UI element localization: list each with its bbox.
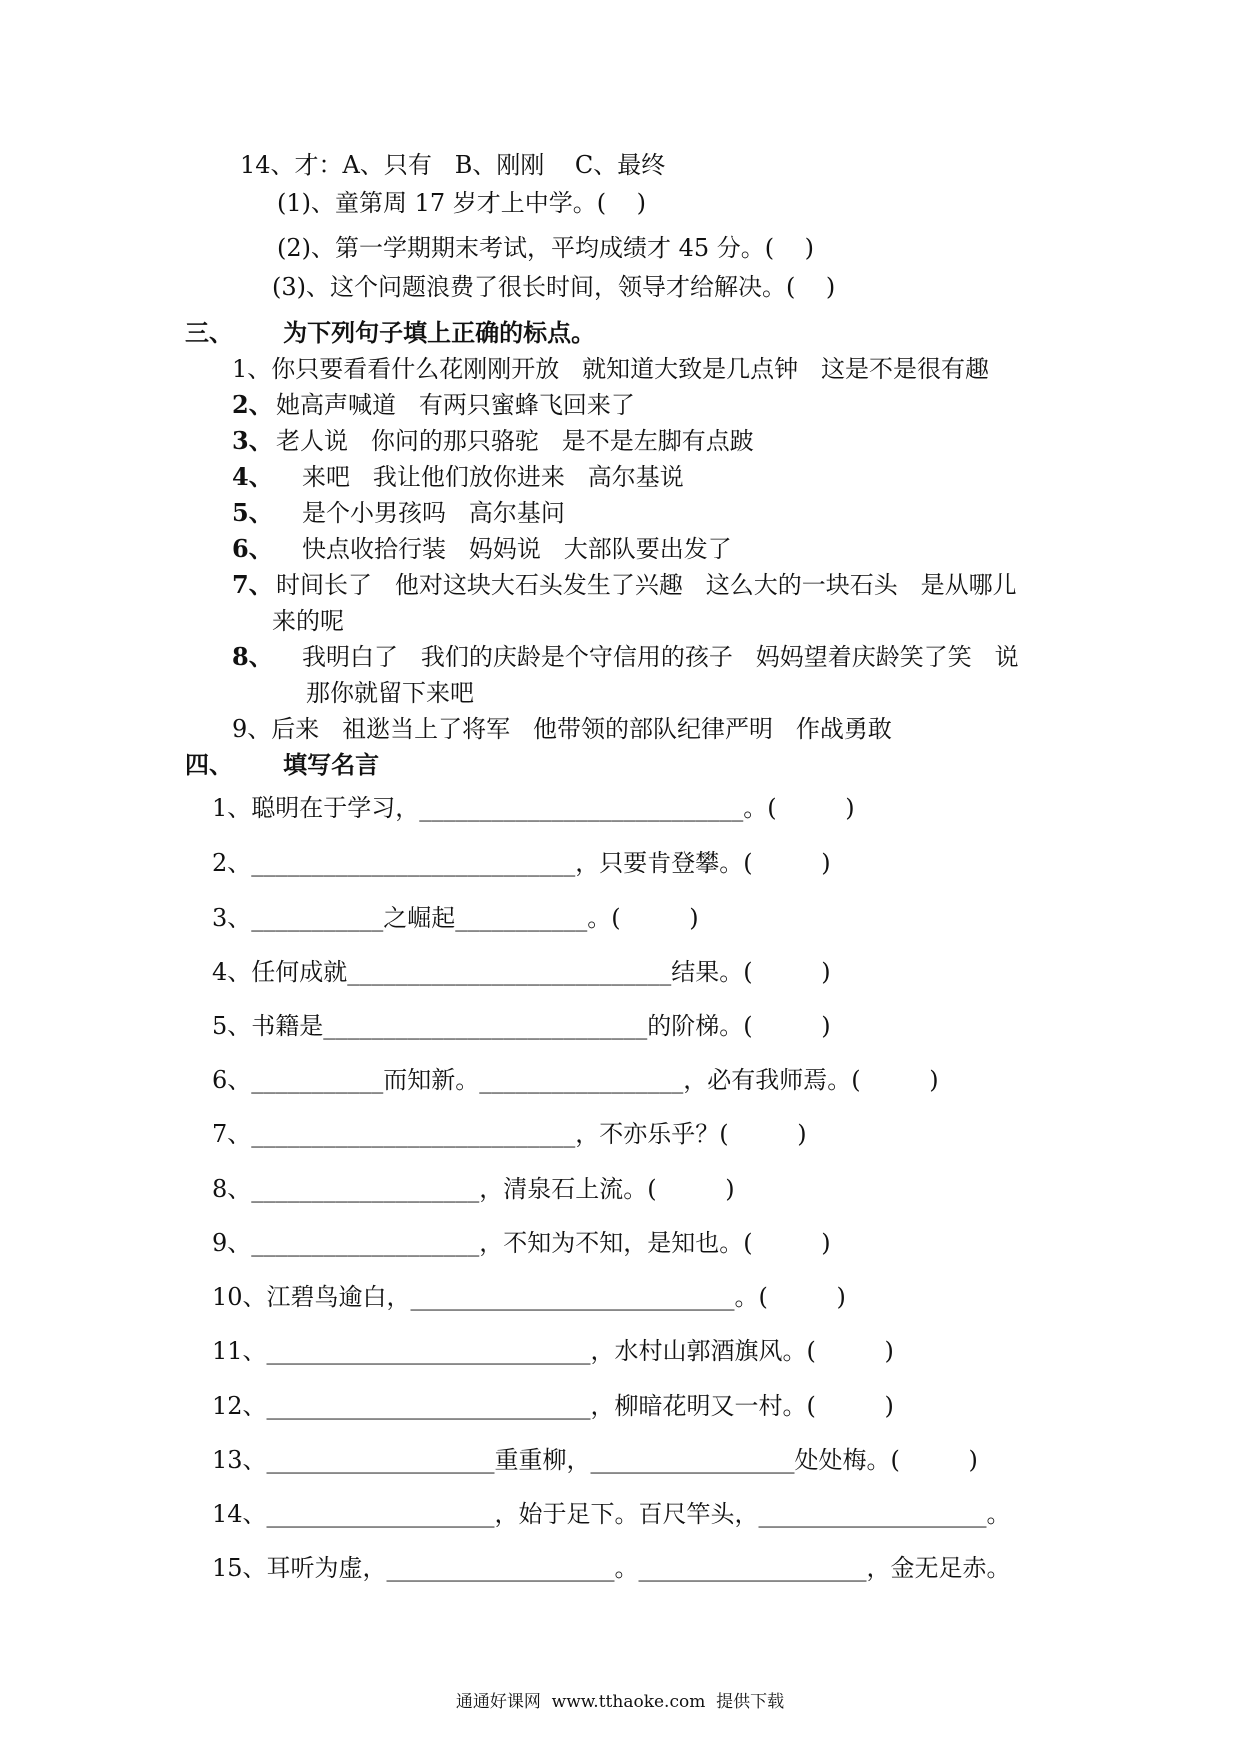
q14-item-3: (3)、这个问题浪费了很长时间，领导才给解决。( ) — [272, 273, 836, 301]
s4-item-13: 13、___________________重重柳，_________________处处梅。( ) — [212, 1446, 978, 1474]
q14-item-2: (2)、第一学期期末考试，平均成绩才 45 分。( ) — [277, 234, 815, 262]
section4-heading: 四、 填写名言 — [185, 751, 380, 779]
s3-item-7-cont: 来的呢 — [272, 607, 344, 635]
s3-item-6-num: 6、 — [232, 534, 273, 563]
s4-item-3: 3、___________之崛起___________。( ) — [212, 904, 699, 932]
s4-item-10: 10、江碧鸟逾白，___________________________。( ) — [212, 1283, 846, 1311]
s3-item-8-cont: 那你就留下来吧 — [306, 679, 474, 707]
s3-item-6: 快点收拾行装 妈妈说 大部队要出发了 — [302, 535, 732, 563]
s4-item-15: 15、耳听为虚，___________________。___________________，金无足赤。 — [212, 1554, 1011, 1582]
q14-item-1: (1)、童第周 17 岁才上中学。( ) — [277, 189, 647, 217]
s4-item-12: 12、___________________________，柳暗花明又一村。( ) — [212, 1392, 894, 1420]
section3-heading: 三、 为下列句子填上正确的标点。 — [185, 319, 596, 347]
s3-item-2-num: 2、 — [232, 390, 273, 419]
s3-item-5: 是个小男孩吗 高尔基问 — [302, 499, 565, 527]
s4-item-4: 4、任何成就___________________________结果。( ) — [212, 958, 831, 986]
s4-item-7: 7、___________________________，不亦乐乎？( ) — [212, 1120, 807, 1148]
s4-item-8: 8、___________________，清泉石上流。( ) — [212, 1175, 735, 1203]
s3-item-8-num: 8、 — [232, 642, 273, 671]
s3-item-4: 来吧 我让他们放你进来 高尔基说 — [302, 463, 684, 491]
s4-item-6: 6、___________而知新。_________________，必有我师焉。( ) — [212, 1066, 939, 1094]
s3-item-4-num: 4、 — [232, 462, 273, 491]
s3-item-8: 我明白了 我们的庆龄是个守信用的孩子 妈妈望着庆龄笑了笑 说 — [302, 643, 1019, 671]
s4-item-14: 14、___________________，始于足下。百尺竿头，___________________。 — [212, 1500, 1011, 1528]
s3-item-5-num: 5、 — [232, 498, 273, 527]
s3-item-7: 时间长了 他对这块大石头发生了兴趣 这么大的一块石头 是从哪儿 — [276, 571, 1017, 599]
q14-line: 14、才：A、只有 B、刚刚 C、最终 — [240, 151, 666, 179]
s4-item-2: 2、___________________________，只要肯登攀。( ) — [212, 849, 831, 877]
s4-item-9: 9、___________________，不知为不知，是知也。( ) — [212, 1229, 831, 1257]
s3-item-7-num: 7、 — [232, 570, 273, 599]
page-footer: 通通好课网 www.tthaoke.com 提供下载 — [455, 1692, 785, 1712]
s3-item-2: 她高声喊道 有两只蜜蜂飞回来了 — [276, 391, 635, 419]
s4-item-5: 5、书籍是___________________________的阶梯。( ) — [212, 1012, 831, 1040]
s3-item-3-num: 3、 — [232, 426, 273, 455]
s3-item-3: 老人说 你问的那只骆驼 是不是左脚有点跛 — [276, 427, 754, 455]
s3-item-9: 9、后来 祖逖当上了将军 他带领的部队纪律严明 作战勇敢 — [232, 715, 892, 743]
s4-item-11: 11、___________________________，水村山郭酒旗风。( ) — [212, 1337, 894, 1365]
s4-item-1: 1、聪明在于学习，___________________________。( ) — [212, 794, 855, 822]
s3-item-1: 1、你只要看看什么花刚刚开放 就知道大致是几点钟 这是不是很有趣 — [232, 355, 990, 383]
